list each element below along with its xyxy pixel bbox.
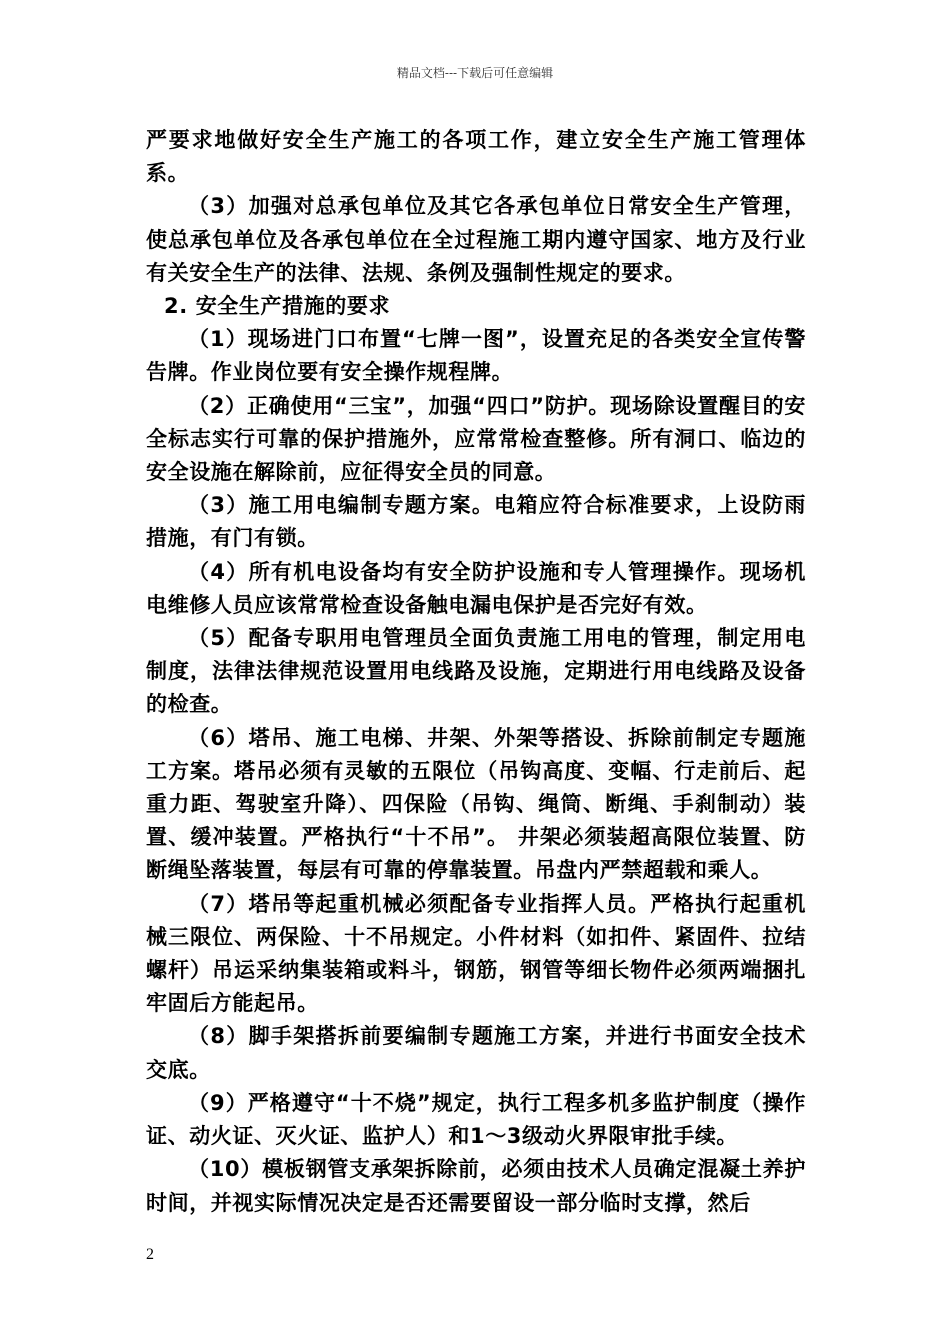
paragraph-item-4: （4）所有机电设备均有安全防护设施和专人管理操作。现场机电维修人员应该常常检查设备触电漏电保护是否完好有效。 <box>146 559 806 617</box>
paragraph-item-5: （5）配备专职用电管理员全面负责施工用电的管理，制定用电制度，法律法律规范设置用电线路及设施，定期进行用电线路及设备的检查。 <box>146 626 806 717</box>
paragraph-item-2: （2）正确使用“三宝”，加强“四口”防护。现场除设置醒目的安全标志实行可靠的保护措施外，应常常检查整修。所有洞口、临边的安全设施在解除前，应征得安全员的同意。 <box>146 393 806 485</box>
paragraph-item-1: （1）现场进门口布置“七牌一图”，设置充足的各类安全宣传警告牌。作业岗位要有安全操作规程牌。 <box>146 327 806 385</box>
document-body <box>146 124 806 1220</box>
paragraph-item-9: （9）严格遵守“十不烧”规定，执行工程多机多监护制度（操作证、动火证、灭火证、监护人）和1～3级动火界限审批手续。 <box>146 1090 806 1149</box>
paragraph-continuation: 严要求地做好安全生产施工的各项工作，建立安全生产施工管理体系。 <box>146 128 806 186</box>
paragraph-item-7: （7）塔吊等起重机械必须配备专业指挥人员。严格执行起重机械三限位、两保险、十不吊规定。小件材料（如扣件、紧固件、拉结螺杆）吊运采纳集装箱或料斗，钢筋，钢管等细长物件必须两端捆扎牢固后方能起吊。 <box>146 891 806 1016</box>
paragraph-item-10: （10）模板钢管支承架拆除前，必须由技术人员确定混凝土养护时间，并视实际情况决定是否还需要留设一部分临时支撑，然后 <box>146 1157 806 1215</box>
paragraph-item-8: （8）脚手架搭拆前要编制专题施工方案，并进行书面安全技术交底。 <box>146 1024 806 1082</box>
paragraph-item-3: （3）施工用电编制专题方案。电箱应符合标准要求，上设防雨措施，有门有锁。 <box>146 493 806 551</box>
page-number: 2 <box>146 1246 154 1263</box>
page-header-watermark: 精品文档---下载后可任意编辑 <box>396 66 554 80</box>
paragraph-item-3-general: （3）加强对总承包单位及其它各承包单位日常安全生产管理，使总承包单位及各承包单位在全过程施工期内遵守国家、地方及行业有关安全生产的法律、法规、条例及强制性规定的要求。 <box>146 194 806 285</box>
paragraph-item-6: （6）塔吊、施工电梯、井架、外架等搭设、拆除前制定专题施工方案。塔吊必须有灵敏的五限位（吊钩高度、变幅、行走前后、起重力距、驾驶室升降）、四保险（吊钩、绳筒、断绳、手刹制动）装置、缓冲装置。严格执行“十不吊”。 井架必须装超高限位装置、防断绳坠落装置，每层有可靠的停靠装置。吊盘内严禁超载和乘人。 <box>146 725 806 883</box>
section-heading-safety-measures: 2. 安全生产措施的要求 <box>164 294 391 319</box>
